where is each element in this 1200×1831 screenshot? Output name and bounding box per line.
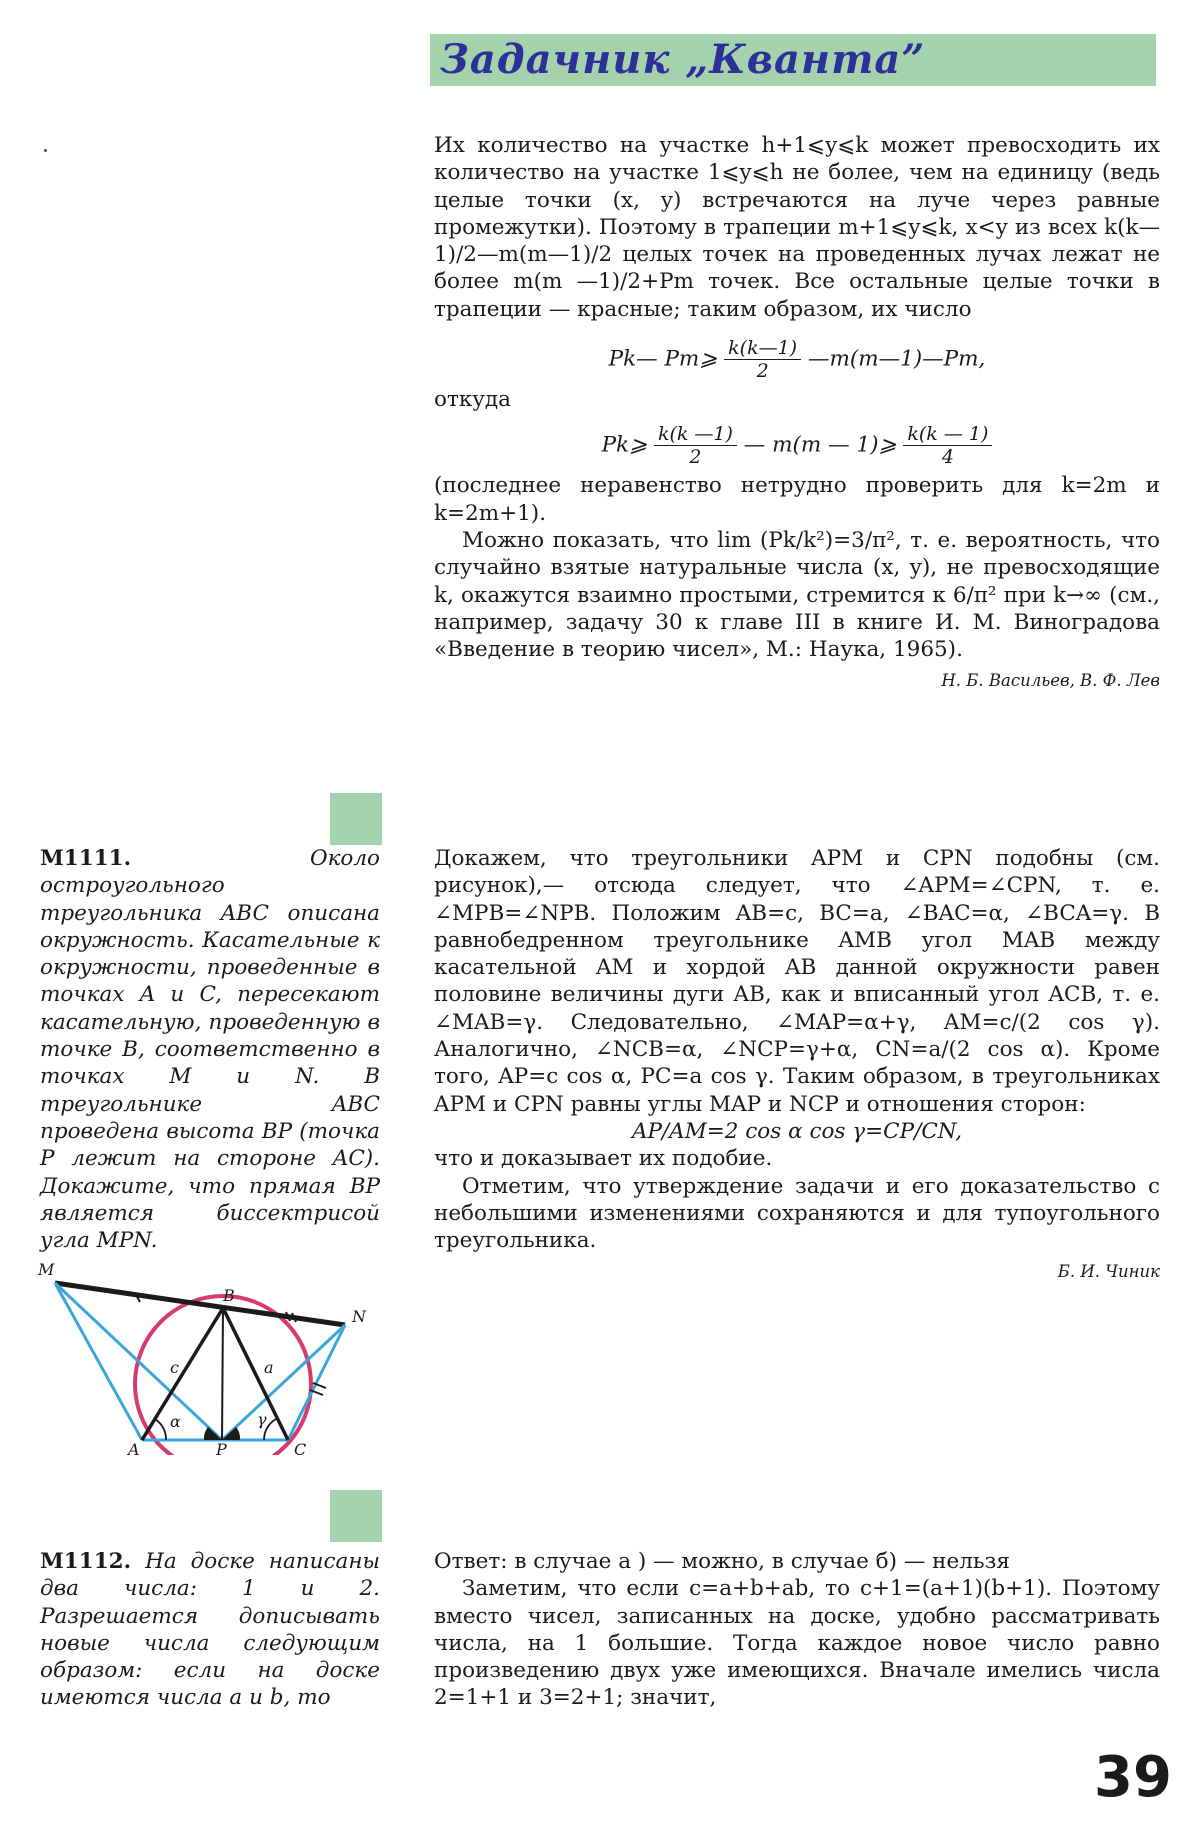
m1111-figure [30, 1255, 390, 1455]
side-bc [223, 1308, 288, 1440]
label-gamma: γ [257, 1410, 267, 1429]
fraction-denominator: 2 [689, 446, 702, 469]
fraction-denominator: 2 [756, 360, 769, 383]
formula-2-fraction-2 [903, 423, 992, 468]
fraction-denominator: 4 [941, 446, 954, 469]
m1111-problem-text: Около остроугольного треугольника ABC описана окружность. Касательные к окружности, проведенные в точках A и C, пересекают касательную, проведенную в точке B, соответственно в точках M и N. В треугольнике ABC проведена высота BP (точка P лежит на стороне AC). Докажите, что прямая BP является биссектрисой угла MPN. [40, 846, 380, 1254]
m1110-paragraph-2: (последнее неравенство нетрудно проверить для k=2m и k=2m+1). [434, 473, 1160, 526]
m1110-paragraph-1: Их количество на участке h+1⩽y⩽k может превосходить их количество на участке 1⩽y⩽h не более, чем на единицу (ведь целые точки (x, y) встречаются на луче через равные промежутки). Поэтому в трапеции m+1⩽y⩽k, x<y из всех k(k—1)/2—m(m—1)/2 целых точек на проведенных лучах лежат не более m(m —1)/2+Pm точек. Все остальные целые точки в трапеции — красные; таким образом, их число [434, 133, 1160, 322]
label-alpha: α [170, 1412, 181, 1431]
m1111-label: M1111. [40, 846, 132, 871]
m1111-solution [434, 845, 1160, 1286]
formula-1-fraction [724, 337, 801, 382]
m1112-label: M1112. [40, 1549, 132, 1574]
margin-dot [44, 149, 47, 152]
m1110-signature: Н. Б. Васильев, В. Ф. Лев [941, 671, 1160, 691]
m1110-solution [434, 132, 1160, 695]
m1112-problem-text: На доске написаны два числа: 1 и 2. Разрешается дописывать новые числа следующим образом: если на доске имеются числа a и b, то [40, 1549, 380, 1711]
label-b: B [223, 1286, 235, 1305]
segment-mp [55, 1283, 222, 1440]
label-n: N [352, 1307, 366, 1326]
tangent-cn [288, 1325, 345, 1440]
page-number: 39 [1094, 1745, 1172, 1810]
formula-2-fraction-1 [654, 423, 737, 468]
m1110-formula-1 [434, 337, 1160, 382]
angle-mark-left [204, 1427, 222, 1440]
problem-marker-m1111 [330, 793, 382, 845]
label-side-c: c [170, 1358, 179, 1377]
m1111-paragraph-3: Отметим, что утверждение задачи и его доказательство с небольшими изменениями сохраняются и для тупоугольного треугольника. [434, 1173, 1160, 1254]
altitude-bp [222, 1308, 223, 1440]
otkuda-word: откуда [434, 387, 511, 413]
m1111-problem [40, 845, 380, 1254]
m1110-formula-2 [434, 423, 1160, 468]
label-p: P [216, 1440, 227, 1455]
angle-mark-right [222, 1427, 240, 1440]
formula-1-right: —m(m—1)—Pm, [807, 346, 986, 372]
formula-2-middle: — m(m — 1)⩾ [743, 432, 897, 458]
m1111-formula: AP/AM=2 cos α cos γ=CP/CN, [631, 1118, 963, 1144]
tangent-am [55, 1283, 142, 1440]
fraction-numerator: k(k—1) [724, 337, 801, 360]
formula-2-left: Pk⩾ [601, 432, 648, 458]
m1110-paragraph-3: Можно показать, что lim (Pk/k²)=3/π², т. е. вероятность, что случайно взятые натуральные числа (x, y), не превосходящие k, окажутся взаимно простыми, стремится к 6/π² при k→∞ (см., например, задачу 30 к главе III в книге И. М. Виноградова «Введение в теорию чисел», М.: Наука, 1965). [434, 527, 1160, 663]
m1112-paragraph-1: Заметим, что если c=a+b+ab, то c+1=(a+1)(b+1). Поэтому вместо чисел, записанных на доске, удобно рассматривать числа, на 1 большие. Тогда каждое новое число равно произведению двух уже имеющихся. Вначале имелись числа 2=1+1 и 3=2+1; значит, [434, 1576, 1160, 1711]
label-m: M [38, 1260, 55, 1279]
section-title: Задачник „Кванта” [440, 36, 926, 83]
label-c-vertex: C [294, 1440, 307, 1455]
m1111-signature: Б. И. Чиник [1057, 1262, 1160, 1282]
m1112-solution [434, 1548, 1160, 1712]
problem-marker-m1112 [330, 1490, 382, 1542]
m1112-answer: Ответ: в случае а ) — можно, в случае б) — нельзя [434, 1549, 1010, 1574]
fraction-numerator: k(k — 1) [903, 423, 992, 446]
m1111-paragraph-2: что и доказывает их подобие. [434, 1146, 773, 1172]
label-a-vertex: A [128, 1440, 140, 1455]
tangent-at-b [55, 1283, 345, 1325]
label-side-a: a [264, 1358, 274, 1377]
angle-arc-a [155, 1419, 166, 1440]
m1112-problem [40, 1548, 380, 1712]
formula-1-left: Pk— Pm⩾ [608, 346, 718, 372]
m1111-paragraph-1: Докажем, что треугольники APM и CPN подобны (см. рисунок),— отсюда следует, что ∠APM=∠CPN, т. е. ∠MPB=∠NPB. Положим AB=c, BC=a, ∠BAC=α, ∠BCA=γ. В равнобедренном треугольнике AMB угол MAB между касательной AM и хордой AB данной окружности равен половине величины дуги AB, как и вписанный угол ACB, т. е. ∠MAB=γ. Следовательно, ∠MAP=α+γ, AM=c/(2 cos γ). Аналогично, ∠NCB=α, ∠NCP=γ+α, CN=a/(2 cos α). Кроме того, AP=c cos α, PC=a cos γ. Таким образом, в треугольниках APM и CPN равны углы MAP и NCP и отношения сторон: [434, 846, 1160, 1117]
fraction-numerator: k(k —1) [654, 423, 737, 446]
